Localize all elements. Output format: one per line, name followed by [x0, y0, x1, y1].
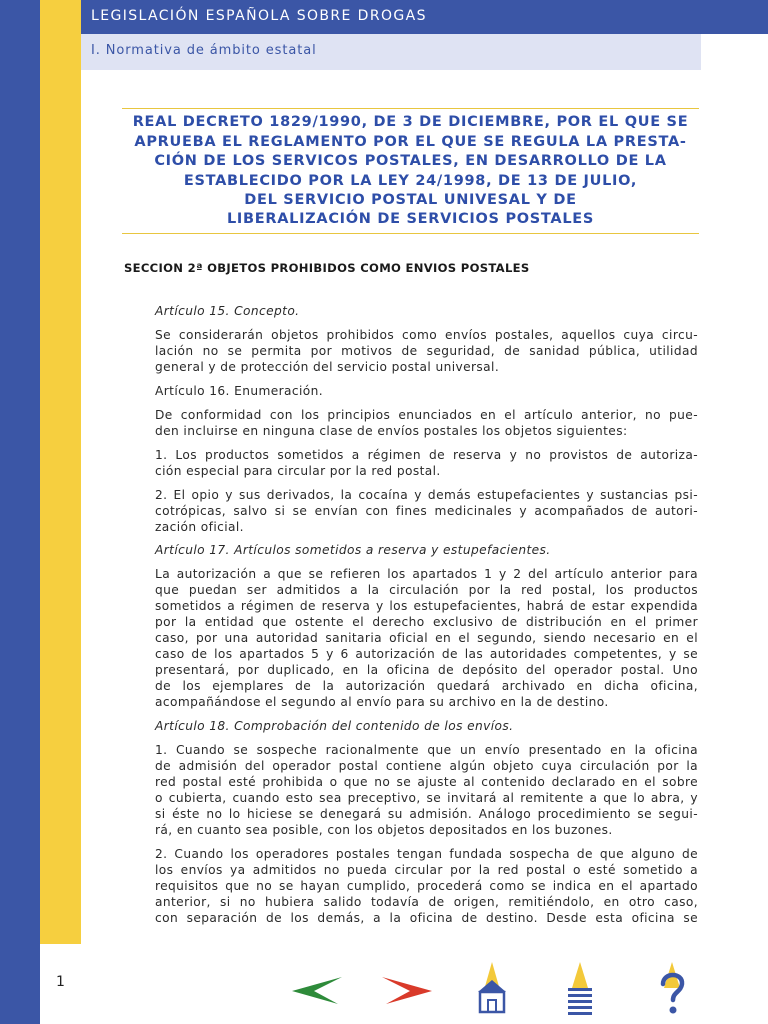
body-line: 1. Los productos sometidos a régimen de reserva y no provistos de autoriza- — [155, 448, 698, 462]
body-line: 1. Cuando se sospeche racionalmente que un envío presentado en la oficina — [155, 743, 698, 757]
body-line: Artículo 15. Concepto. — [155, 304, 300, 318]
body-line: con separación de los demás, a la oficina de destino. Desde esta oficina se — [155, 911, 698, 925]
body-line: los envíos ya admitidos no pueda circular por la red postal o esté sometido a — [155, 863, 698, 877]
body-line: La autorización a que se refieren los apartados 1 y 2 del artículo anterior para — [155, 567, 698, 581]
title-line: DEL SERVICIO POSTAL UNIVESAL Y DE — [244, 192, 577, 208]
body-line: 2. El opio y sus derivados, la cocaína y demás estupefacientes y sustancias psi- — [155, 488, 698, 502]
body-line: caso de los apartados 5 y 6 autorización de las autoridades competentes, y se — [155, 647, 698, 661]
body-line: rá, en cuanto sea posible, con los objetos depositados en los buzones. — [155, 823, 613, 837]
title-line: APRUEBA EL REGLAMENTO POR EL QUE SE REGULA LA PRESTA- — [134, 134, 687, 150]
body-line: cotrópicas, salvo si se envían con fines medicinales y acompañados de autori- — [155, 504, 698, 518]
body-line: general y de protección del servicio postal universal. — [155, 360, 500, 374]
body-line: De conformidad con los principios enunciados en el artículo anterior, no pue- — [155, 408, 698, 422]
header-subtitle: I. Normativa de ámbito estatal — [91, 43, 317, 58]
body-line: por la entidad que ostente el derecho exclusivo de distribución en el primer — [155, 615, 698, 629]
section-heading: SECCION 2ª OBJETOS PROHIBIDOS COMO ENVIOS POSTALES — [124, 261, 530, 275]
question-mark-icon[interactable] — [654, 960, 690, 1016]
page-number: 1 — [56, 974, 65, 990]
red-arrow-icon[interactable] — [380, 974, 434, 1006]
body-line: ción especial para circular por la red postal. — [155, 464, 441, 478]
body-line: sometidos a régimen de reserva y los estupefacientes, habrá de estar expendida — [155, 599, 698, 613]
title-line: CIÓN DE LOS SERVICOS POSTALES, EN DESARROLLO DE LA — [154, 153, 667, 169]
body-line: 2. Cuando los operadores postales tengan fundada sospecha de que alguno de — [155, 847, 698, 861]
body-line: Se considerarán objetos prohibidos como envíos postales, aquellos cuya circu- — [155, 328, 698, 342]
body-line: de los ejemplares de la autorización quedará archivado en dicha oficina, — [155, 679, 698, 693]
header-band — [81, 0, 768, 34]
body-line: acompañándose el segundo al envío para su archivo en la de destino. — [155, 695, 609, 709]
body-line: Artículo 16. Enumeración. — [155, 384, 324, 398]
body-line: caso, por una autoridad sanitaria oficial en el segundo, siendo necesario en el — [155, 631, 698, 645]
title-line: REAL DECRETO 1829/1990, DE 3 DE DICIEMBRE, POR EL QUE SE — [132, 114, 689, 130]
document-title — [122, 108, 699, 234]
house-icon[interactable] — [474, 960, 510, 1014]
stacked-pages-icon[interactable] — [564, 960, 596, 1016]
header-title: LEGISLACIÓN ESPAÑOLA SOBRE DROGAS — [91, 8, 427, 24]
body-line: anterior, si no hubiera salido todavía de origen, remitiéndolo, en otro caso, — [155, 895, 698, 909]
body-line: den incluirse en ninguna clase de envíos postales los objetos siguientes: — [155, 424, 628, 438]
body-line: zación oficial. — [155, 520, 244, 534]
body-line: requisitos que no se hayan cumplido, procederá como se indica en el apartado — [155, 879, 698, 893]
subheader-band — [81, 34, 701, 70]
body-line: que puedan ser admitidos a la circulación por la red postal, los productos — [155, 583, 698, 597]
title-line: LIBERALIZACIÓN DE SERVICIOS POSTALES — [226, 211, 595, 227]
title-line: ESTABLECIDO POR LA LEY 24/1998, DE 13 DE JULIO, — [183, 173, 638, 189]
left-blue-strip — [0, 0, 40, 1024]
body-line: lación no se permita por motivos de seguridad, de sanidad pública, utilidad — [155, 344, 698, 358]
body-line: Artículo 18. Comprobación del contenido de los envíos. — [155, 719, 514, 733]
body-line: o cubierta, cuando esto sea preceptivo, se invitará al remitente a que lo abra, y — [155, 791, 698, 805]
green-arrow-icon[interactable] — [290, 974, 344, 1006]
body-line: presentará, por duplicado, en la oficina de depósito del operador postal. Uno — [155, 663, 698, 677]
body-line: de admisión del operador postal contiene algún objeto cuya circulación por la — [155, 759, 698, 773]
yellow-margin-column — [40, 0, 81, 944]
body-line: Artículo 17. Artículos sometidos a reserva y estupefacientes. — [155, 543, 551, 557]
body-line: si éste no lo hiciese se denegará su admisión. Análogo procedimiento se segui- — [155, 807, 698, 821]
body-line: red postal esté prohibida o que no se ajuste al contenido declarado en el sobre — [155, 775, 698, 789]
